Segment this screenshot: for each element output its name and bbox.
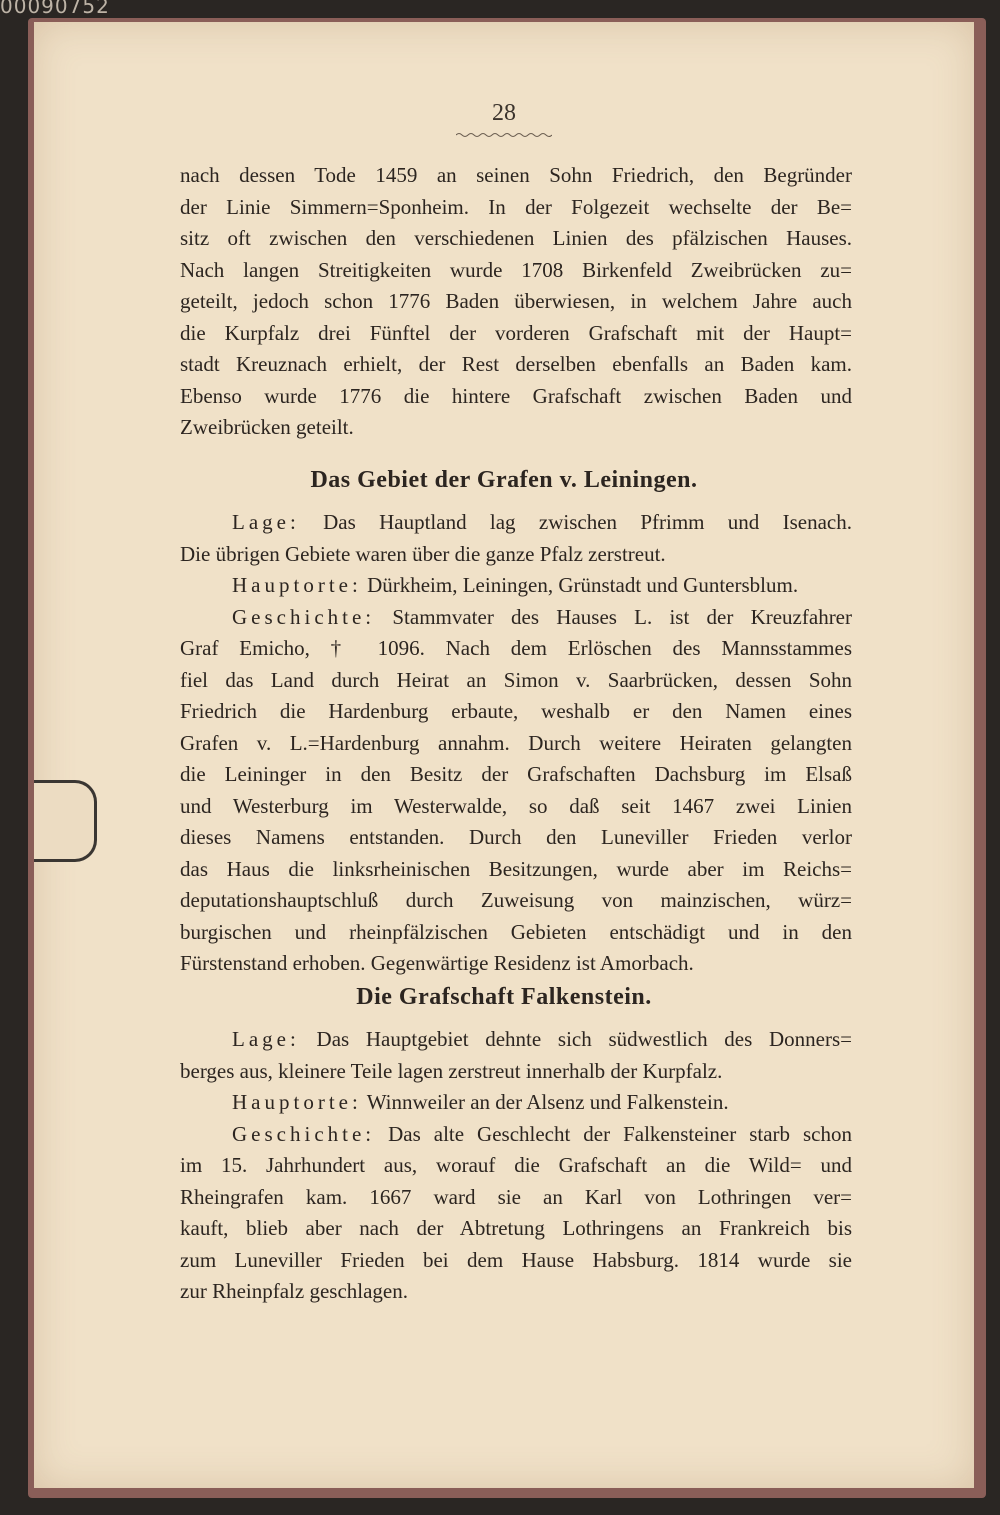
book-page [34, 22, 974, 1488]
scan-id-label: 00090752 [0, 0, 110, 18]
text-line: Hauptorte: Winnweiler an der Alsenz und Falkenstein. [232, 1090, 729, 1114]
text-line: Ebenso wurde 1776 die hintere Grafschaft zwischen Baden und [180, 383, 852, 408]
text-line: Grafen v. L.=Hardenburg annahm. Durch weitere Heiraten gelangten [180, 730, 852, 755]
section-falkenstein-body [180, 1024, 852, 1308]
text-line: die Kurpfalz drei Fünftel der vorderen Grafschaft mit der Haupt= [180, 320, 852, 345]
section-heading-leiningen: Das Gebiet der Grafen v. Leiningen. [310, 467, 698, 493]
text-line: Nach langen Streitigkeiten wurde 1708 Birkenfeld Zweibrücken zu= [180, 257, 852, 282]
text-line: im 15. Jahrhundert aus, worauf die Grafschaft an die Wild= und [180, 1153, 852, 1177]
text-line: Graf Emicho, † 1096. Nach dem Erlöschen des Mannsstammes [180, 636, 852, 660]
text-line: sitz oft zwischen den verschiedenen Linien des pfälzischen Hauses. [180, 226, 852, 250]
text-line: Zweibrücken geteilt. [180, 415, 354, 439]
text-line: Geschichte: Das alte Geschlecht der Falkensteiner starb schon [232, 1121, 852, 1146]
text-line: und Westerburg im Westerwalde, so daß seit 1467 zwei Linien [180, 793, 852, 818]
text-line: berges aus, kleinere Teile lagen zerstreut innerhalb der Kurpfalz. [180, 1058, 723, 1083]
section-heading-falkenstein: Die Grafschaft Falkenstein. [356, 984, 652, 1010]
text-line: das Haus die linksrheinischen Besitzungen, wurde aber im Reichs= [180, 856, 852, 881]
text-line: die Leininger in den Besitz der Grafschaften Dachsburg im Elsaß [180, 762, 852, 786]
page-tab-marker [34, 780, 97, 862]
text-line: zur Rheinpfalz geschlagen. [180, 1279, 408, 1303]
text-line: kauft, blieb aber nach der Abtretung Lothringens an Frankreich bis [180, 1216, 852, 1240]
text-line: nach dessen Tode 1459 an seinen Sohn Friedrich, den Begründer [180, 163, 852, 187]
geschichte-label: Geschichte: [232, 604, 376, 629]
hauptorte-label: Hauptorte: [232, 573, 362, 597]
section-leiningen-body [180, 507, 852, 980]
text-line: Rheingrafen kam. 1667 ward sie an Karl von Lothringen ver= [180, 1184, 852, 1209]
text-line: deputationshauptschluß durch Zuweisung von mainzischen, würz= [180, 888, 852, 912]
text-line: Fürstenstand erhoben. Gegenwärtige Residenz ist Amorbach. [180, 951, 694, 975]
geschichte-label: Geschichte: [232, 1121, 376, 1146]
text-line: dieses Namens entstanden. Durch den Luneviller Frieden verlor [180, 825, 852, 849]
text-line: zum Luneviller Frieden bei dem Hause Habsburg. 1814 wurde sie [180, 1247, 852, 1272]
text-line: Lage: Das Hauptland lag zwischen Pfrimm und Isenach. [232, 510, 853, 534]
text-line: burgischen und rheinpfälzischen Gebieten entschädigt und in den [180, 919, 852, 944]
ornament-wave-line [456, 132, 552, 138]
text-line: der Linie Simmern=Sponheim. In der Folgezeit wechselte der Be= [180, 194, 852, 219]
text-line: stadt Kreuznach erhielt, der Rest derselben ebenfalls an Baden kam. [180, 352, 852, 376]
lage-label: Lage: [232, 1027, 300, 1051]
hauptorte-label: Hauptorte: [232, 1090, 362, 1114]
text-line: Friedrich die Hardenburg erbaute, weshalb er den Namen eines [180, 699, 852, 723]
intro-paragraph [180, 160, 852, 444]
page-number: 28 [492, 100, 516, 126]
text-line: Lage: Das Hauptgebiet dehnte sich südwestlich des Donners= [232, 1027, 853, 1051]
text-line: Geschichte: Stammvater des Hauses L. ist der Kreuzfahrer [232, 604, 852, 629]
lage-label: Lage: [232, 510, 300, 534]
text-line: Hauptorte: Dürkheim, Leiningen, Grünstadt und Guntersblum. [232, 573, 799, 597]
text-line: geteilt, jedoch schon 1776 Baden überwiesen, in welchem Jahre auch [180, 289, 852, 313]
text-line: Die übrigen Gebiete waren über die ganze Pfalz zerstreut. [180, 541, 666, 566]
text-line: fiel das Land durch Heirat an Simon v. Saarbrücken, dessen Sohn [180, 667, 852, 692]
